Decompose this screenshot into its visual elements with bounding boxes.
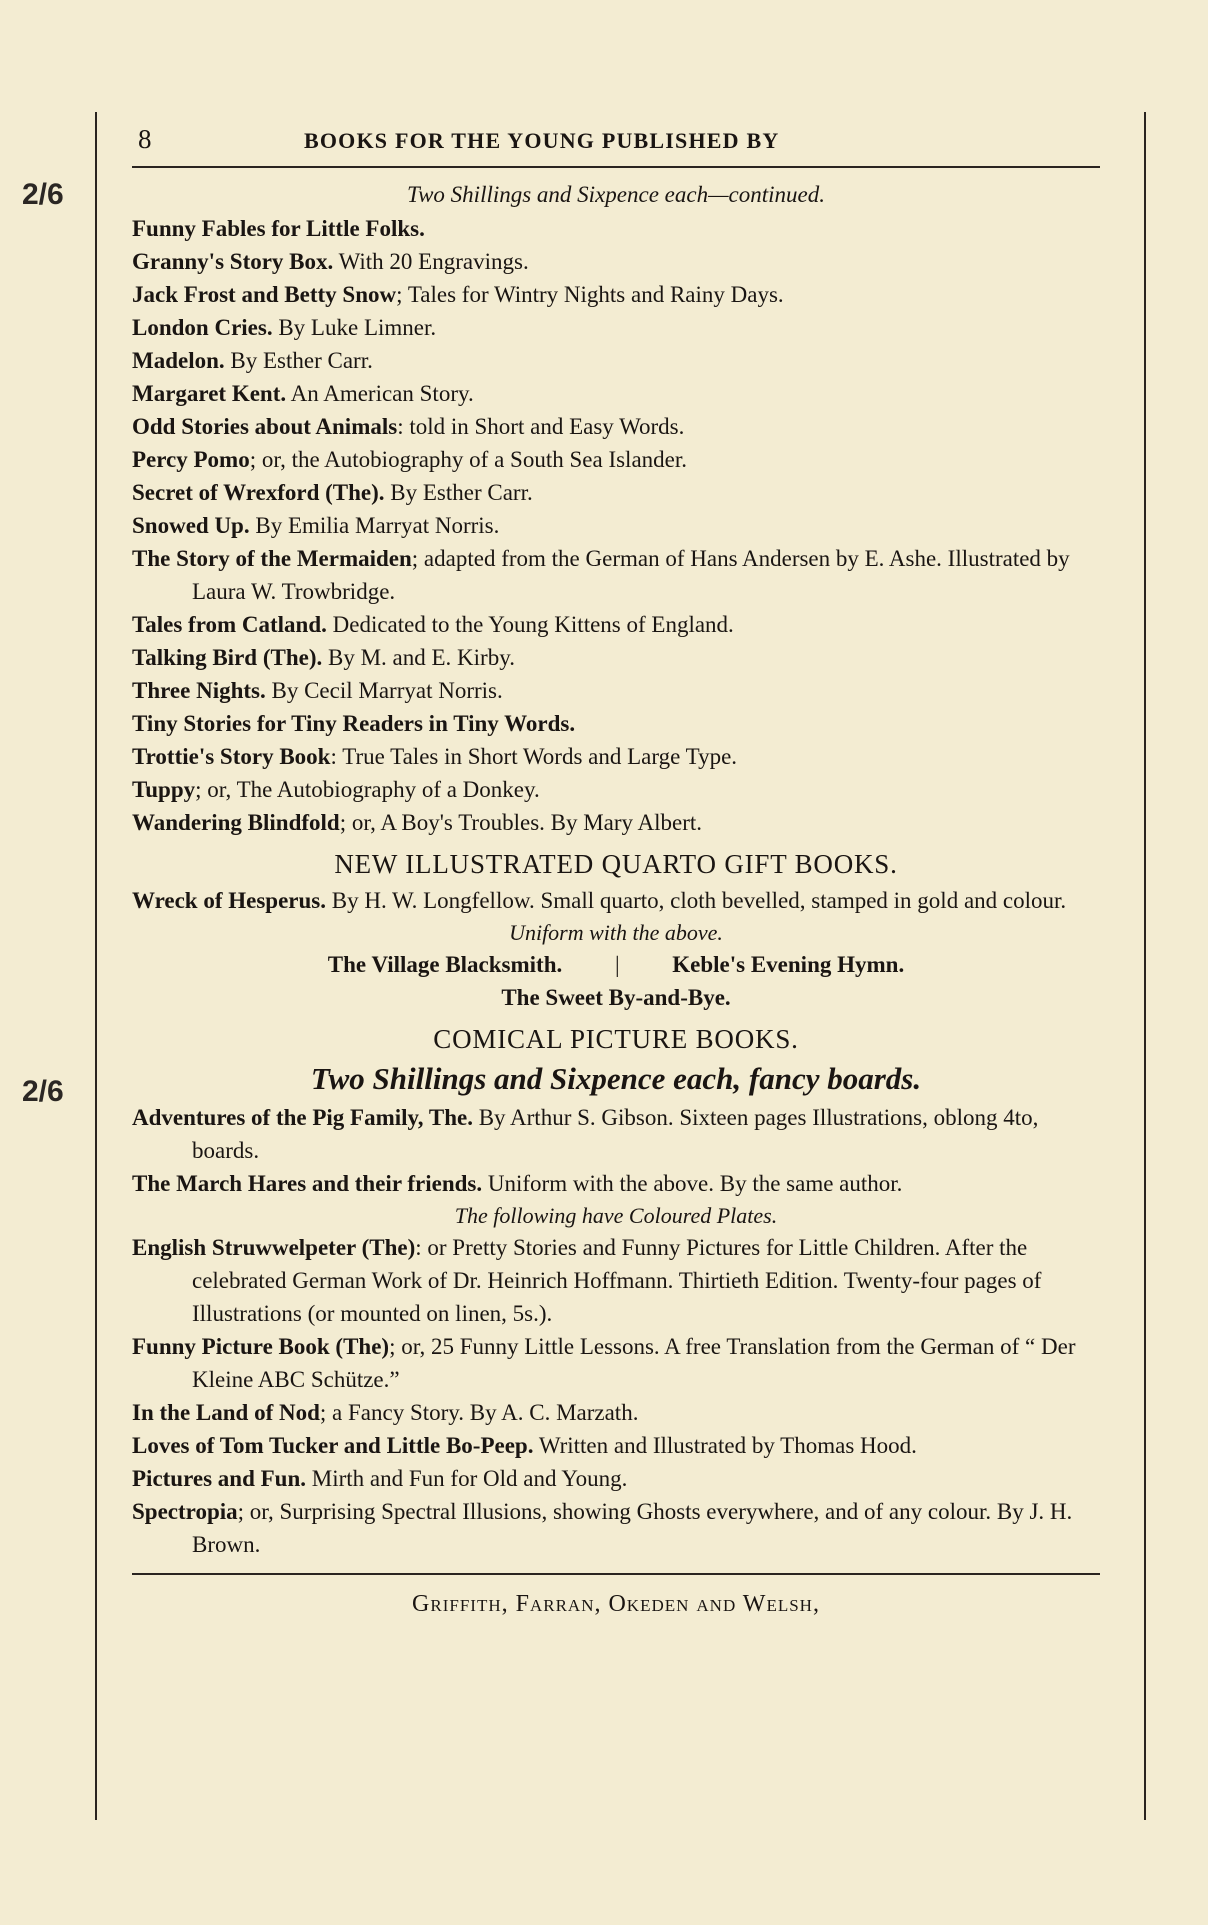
list-item [132,773,1100,806]
book-title: Margaret Kent. [132,381,287,406]
book-title: Snowed Up. [132,513,250,538]
list-item [132,377,1100,410]
book-desc: ; or, The Autobiography of a Donkey. [195,777,540,802]
book-desc: By Luke Limner. [272,315,437,340]
single-title: The Sweet By-and-Bye. [501,985,731,1010]
book-desc: ; or, the Autobiography of a South Sea Islander. [249,447,687,472]
running-title: BOOKS FOR THE YOUNG PUBLISHED BY [304,128,780,153]
list-item [132,1462,1100,1495]
coloured-plates-note: The following have Coloured Plates. [454,1203,778,1228]
book-title: Spectropia [132,1499,238,1524]
book-desc: With 20 Engravings. [333,249,529,274]
list-item [132,278,1100,311]
list-item [132,1231,1100,1330]
book-desc: By Cecil Marryat Norris. [265,678,503,703]
footer-rule [132,1573,1100,1575]
book-title: Tiny Stories for Tiny Readers in Tiny Words. [132,711,576,736]
book-desc: By H. W. Longfellow. Small quarto, cloth bevelled, stamped in gold and colour. [326,888,1067,913]
book-desc: By Emilia Marryat Norris. [249,513,500,538]
book-title: English Struwwelpeter (The) [132,1235,416,1260]
book-title: The Story of the Mermaiden [132,546,412,571]
list-item [132,212,1100,245]
frame-right-rule [1144,112,1146,1820]
book-desc: By Arthur S. Gibson. Sixteen pages Illustrations, oblong 4to, boards. [192,1105,1039,1163]
book-title: Granny's Story Box. [132,249,334,274]
book-desc: ; or, Surprising Spectral Illusions, showing Ghosts everywhere, and of any colour. By J. H. Brown. [192,1499,1073,1557]
list-item [132,245,1100,278]
book-title: Three Nights. [132,678,266,703]
list-item [132,443,1100,476]
list-item [132,1495,1100,1561]
book-desc: Dedicated to the Young Kittens of England. [326,612,734,637]
pair-right-title: Keble's Evening Hymn. [672,952,905,977]
book-title: Jack Frost and Betty Snow [132,282,397,307]
section-subtitle: Two Shillings and Sixpence each, fancy boards. [310,1061,922,1096]
book-title: In the Land of Nod [132,1400,320,1425]
pair-separator: | [614,952,620,977]
list-item [132,509,1100,542]
book-title: Wandering Blindfold [132,810,340,835]
book-title: Pictures and Fun. [132,1466,307,1491]
book-title: The March Hares and their friends. [132,1171,483,1196]
pair-left-title: The Village Blacksmith. [327,952,563,977]
book-title: Funny Fables for Little Folks. [132,216,425,241]
list-item [132,740,1100,773]
section-title-quarto: NEW ILLUSTRATED QUARTO GIFT BOOKS. [334,849,898,879]
book-title: Madelon. [132,348,225,373]
running-header [132,118,1100,164]
list-item [132,1429,1100,1462]
book-desc: Mirth and Fun for Old and Young. [306,1466,628,1491]
title-pair [132,948,1100,981]
list-item [132,608,1100,641]
uniform-note: Uniform with the above. [509,920,723,945]
book-desc: By Esther Carr. [384,480,533,505]
book-desc: ; or, 25 Funny Little Lessons. A free Translation from the German of “ Der Kleine ABC Schütze.” [192,1334,1076,1392]
book-title: Loves of Tom Tucker and Little Bo-Peep. [132,1433,534,1458]
book-desc: An American Story. [286,381,474,406]
book-title: Funny Picture Book (The) [132,1334,390,1359]
list-item [132,476,1100,509]
list-item [132,1101,1100,1167]
book-desc: ; adapted from the German of Hans Andersen by E. Ashe. Illustrated by Laura W. Trowbridge. [192,546,1070,604]
book-title: Tales from Catland. [132,612,327,637]
book-title: Trottie's Story Book [132,744,331,769]
book-desc: Written and Illustrated by Thomas Hood. [533,1433,917,1458]
section-heading: Two Shillings and Sixpence each—continued. [407,182,825,207]
book-desc: Uniform with the above. By the same author. [482,1171,903,1196]
list-item [132,542,1100,608]
book-title: Wreck of Hesperus. [132,888,326,913]
book-title: Percy Pomo [132,447,250,472]
list-item [132,1330,1100,1396]
book-desc: : or Pretty Stories and Funny Pictures for Little Children. After the celebrated German Work of Dr. Heinrich Hoffmann. Thirtieth Edition. Twenty-four pages of Illustrations (or mounted on linen, 5s.). [192,1235,1042,1326]
list-item [132,641,1100,674]
list-item [132,1167,1100,1200]
page-number: 8 [138,124,152,154]
book-desc: ; or, A Boy's Troubles. By Mary Albert. [339,810,703,835]
margin-price-1: 2/6 [22,178,64,211]
list-item [132,311,1100,344]
list-item [132,674,1100,707]
book-title: London Cries. [132,315,273,340]
book-desc: ; a Fancy Story. By A. C. Marzath. [319,1400,639,1425]
header-rule [132,166,1100,168]
list-item [132,806,1100,839]
book-title: Adventures of the Pig Family, The. [132,1105,473,1130]
list-item [132,884,1100,917]
book-list-section1 [132,212,1100,839]
frame-left-rule [95,112,97,1820]
list-item [132,1396,1100,1429]
page-content [132,118,1100,1618]
book-desc: : told in Short and Easy Words. [397,414,685,439]
book-desc: By Esther Carr. [224,348,373,373]
publisher-footer: Griffith, Farran, Okeden and Welsh, [412,1591,820,1617]
book-desc: By M. and E. Kirby. [322,645,515,670]
list-item [132,410,1100,443]
book-desc: : True Tales in Short Words and Large Type. [330,744,738,769]
margin-price-2: 2/6 [22,1075,64,1108]
list-item [132,344,1100,377]
book-desc: ; Tales for Wintry Nights and Rainy Days. [396,282,784,307]
book-title: Tuppy [132,777,196,802]
book-title: Talking Bird (The). [132,645,323,670]
section-title-comical: COMICAL PICTURE BOOKS. [433,1024,799,1054]
list-item [132,707,1100,740]
book-title: Odd Stories about Animals [132,414,398,439]
book-title: Secret of Wrexford (The). [132,480,385,505]
book-list-section3a [132,1101,1100,1200]
book-list-section3b [132,1231,1100,1561]
